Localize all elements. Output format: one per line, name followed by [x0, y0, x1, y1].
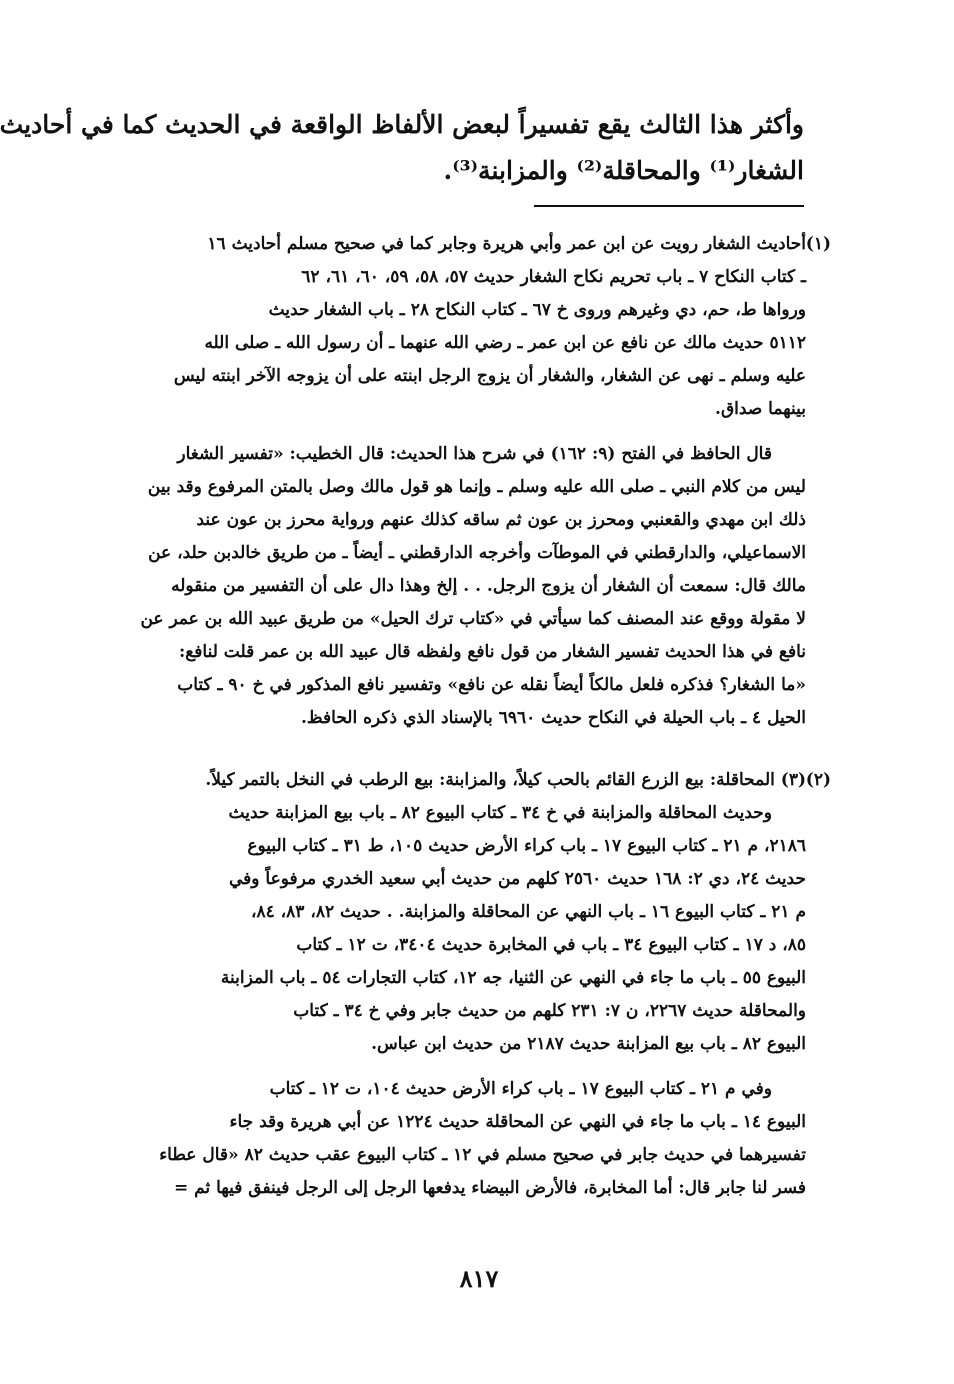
footnote-paragraph: [116, 1073, 806, 1205]
main-text: [0, 102, 804, 194]
footnote-line: أحاديث الشغار رويت عن ابن عمر وأبي هريرة وجابر كما في صحيح مسلم أحاديث ١٦: [207, 234, 806, 254]
footnote-line: والمحاقلة حديث ٢٢٦٧، ن ٧: ٢٣١ كلهم من حديث جابر وفي خ ٣٤ ـ كتاب: [293, 1001, 806, 1021]
footnote-line: مالك قال: سمعت أن الشغار أن يزوج الرجل. . . إلخ وهذا دال على أن التفسير من منقوله: [171, 576, 806, 596]
footnote-line: ذلك ابن مهدي والقعنبي ومحرز بن عون ثم ساقه كذلك عنهم ورواية محرز بن عون عند: [196, 510, 806, 530]
footnote-number: (٢): [805, 770, 831, 790]
footnote-number: (١): [805, 234, 831, 254]
footnote-line: «ما الشغار؟ فذكره فلعل مالكاً أيضاً نقله عن نافع» وتفسير نافع المذكور في خ ٩٠ ـ كتاب: [177, 675, 806, 695]
footnote-line: قال الحافظ في الفتح (٩: ١٦٢) في شرح هذا الحديث: قال الخطيب: «تفسير الشغار: [177, 444, 772, 464]
footnote-line: البيوع ١٤ ـ باب ما جاء في النهي عن المحاقلة حديث ١٢٢٤ عن أبي هريرة وقد جاء: [229, 1112, 806, 1132]
footnote-line: وفي م ٢١ ـ كتاب البيوع ١٧ ـ باب كراء الأرض حديث ١٠٤، ت ١٢ ـ كتاب: [269, 1079, 772, 1099]
footnote-divider: [534, 205, 804, 207]
footnote-line: تفسيرهما في حديث جابر في صحيح مسلم في ١٢ ـ كتاب البيوع عقب حديث ٨٢ «قال عطاء: [159, 1145, 806, 1165]
footnote-line: ـ كتاب النكاح ٧ ـ باب تحريم نكاح الشغار حديث ٥٧، ٥٨، ٥٩، ٦٠، ٦١، ٦٢: [301, 267, 806, 287]
footnote-line: (٣) المحاقلة: بيع الزرع القائم بالحب كيلاً، والمزابنة: بيع الرطب في النخل بالتمر كيلاً.: [205, 770, 806, 790]
footnote-line: لا مقولة ووقع عند المصنف كما سيأتي في «كتاب ترك الحيل» من طريق عبيد الله بن عمر عن: [140, 609, 806, 629]
footnote-line: بينهما صداق.: [715, 399, 806, 419]
footnote-line: م ٢١ ـ كتاب البيوع ١٦ ـ باب النهي عن المحاقلة والمزابنة. . حديث ٨٢، ٨٣، ٨٤،: [251, 902, 806, 922]
footnote-line: الاسماعيلي، والدارقطني في الموطآت وأخرجه الدارقطني ـ أيضاً ـ من طريق خالدبن حلد، عن: [148, 543, 806, 563]
footnote-line: ٥١١٢ حديث مالك عن نافع عن ابن عمر ـ رضي الله عنهما ـ أن رسول الله ـ صلى الله: [204, 333, 806, 353]
footnote-line: ٢١٨٦، م ٢١ ـ كتاب البيوع ١٧ ـ باب كراء الأرض حديث ١٠٥، ط ٣١ ـ كتاب البيوع: [247, 836, 806, 856]
main-text-line: وأكثر هذا الثالث يقع تفسيراً لبعض الألفاظ الواقعة في الحديث كما في أحاديث: [0, 110, 804, 139]
footnote-line: نافع في هذا الحديث تفسير الشغار من قول نافع ولفظه قال عبيد الله بن عمر قلت لنافع:: [178, 642, 806, 662]
footnote-line: ٨٥، د ١٧ ـ كتاب البيوع ٣٤ ـ باب في المخابرة حديث ٣٤٠٤، ت ١٢ ـ كتاب: [296, 935, 806, 955]
footnote-paragraph: [116, 797, 806, 1061]
footnote-line: فسر لنا جابر قال: أما المخابرة، فالأرض البيضاء يدفعها الرجل إلى الرجل فينفق فيها ثم =: [173, 1178, 806, 1198]
footnote-line: ليس من كلام النبي ـ صلى الله عليه وسلم ـ وإنما هو قول مالك وصل بالمتن المرفوع وقد بين: [147, 477, 806, 497]
footnote-2: [116, 764, 806, 1205]
main-text-line: الشغار⁽¹⁾ والمحاقلة⁽²⁾ والمزابنة⁽³⁾.: [443, 156, 804, 185]
footnote-1: [116, 228, 806, 735]
footnote-line: حديث ٢٤، دي ٢: ١٦٨ حديث ٢٥٦٠ كلهم من حديث أبي سعيد الخدري مرفوعاً وفي: [228, 869, 806, 889]
footnote-line: البيوع ٥٥ ـ باب ما جاء في النهي عن الثنيا، جه ١٢، كتاب التجارات ٥٤ ـ باب المزابنة: [220, 968, 806, 988]
footnote-paragraph: [116, 228, 806, 426]
footnote-paragraph: [116, 438, 806, 735]
footnote-line: البيوع ٨٢ ـ باب بيع المزابنة حديث ٢١٨٧ من حديث ابن عباس.: [371, 1034, 806, 1054]
footnote-line: عليه وسلم ـ نهى عن الشغار، والشغار أن يزوج الرجل ابنته على أن يزوجه الآخر ابنته ليس: [173, 366, 806, 386]
footnote-line: وحديث المحاقلة والمزابنة في خ ٣٤ ـ كتاب البيوع ٨٢ ـ باب بيع المزابنة حديث: [228, 803, 772, 823]
footnote-line: الحيل ٤ ـ باب الحيلة في النكاح حديث ٦٩٦٠ بالإسناد الذي ذكره الحافظ.: [300, 708, 806, 728]
footnote-paragraph: [116, 764, 806, 797]
footnote-line: ورواها ط، حم، دي وغيرهم وروى خ ٦٧ ـ كتاب النكاح ٢٨ ـ باب الشغار حديث: [268, 300, 806, 320]
page-number: ٨١٧: [459, 1264, 499, 1293]
